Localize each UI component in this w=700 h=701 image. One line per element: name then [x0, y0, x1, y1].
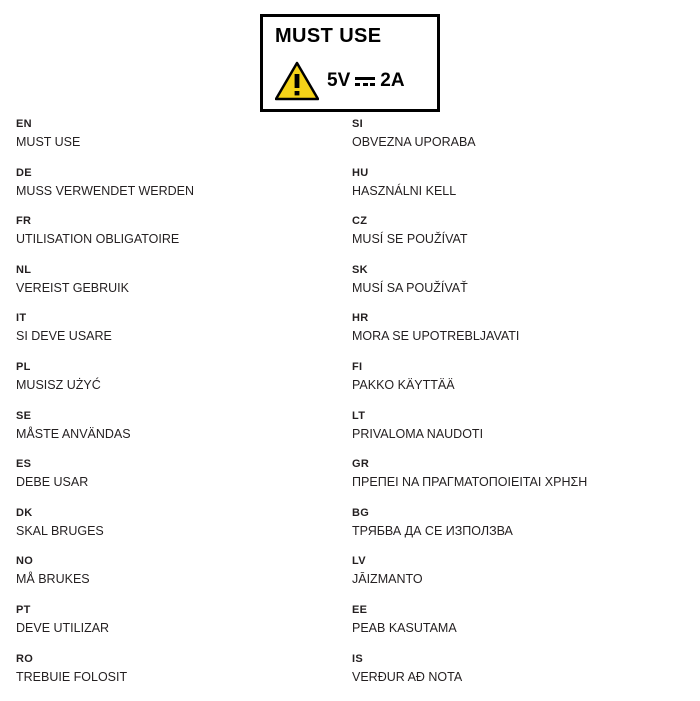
language-text: MUST USE: [16, 135, 81, 149]
list-item: [16, 653, 346, 701]
language-text: DEBE USAR: [16, 475, 89, 490]
list-item: [16, 555, 346, 604]
list-item: [16, 458, 346, 507]
warning-current: 2A: [380, 70, 405, 91]
list-item: [352, 507, 682, 556]
list-item: [352, 215, 682, 264]
warning-voltage: 5V: [327, 70, 351, 91]
language-text: VEREIST GEBRUIK: [16, 280, 129, 295]
language-text: PAKKO KÄYTTÄÄ: [352, 377, 455, 392]
language-text: MUSÍ SA POUŽÍVAŤ: [352, 280, 468, 295]
language-code: NL: [16, 263, 32, 276]
list-item: [16, 604, 346, 653]
dc-current-symbol-icon: [355, 74, 375, 88]
list-item: [352, 410, 682, 459]
language-text: OBVEZNA UPORABA: [352, 135, 476, 149]
list-item: [16, 215, 346, 264]
language-code: EE: [352, 603, 368, 616]
language-code: ES: [16, 458, 32, 471]
language-code: PT: [16, 603, 31, 616]
language-code: SK: [352, 263, 368, 276]
language-code: IT: [16, 312, 27, 325]
list-item: [16, 312, 346, 361]
language-code: LT: [352, 409, 366, 422]
language-code: SI: [352, 118, 363, 130]
language-text: JĀIZMANTO: [352, 572, 423, 587]
language-code: CZ: [352, 215, 368, 228]
warning-rating-row: [275, 61, 405, 101]
language-text: MÅ BRUKES: [16, 572, 90, 587]
language-code: DE: [16, 166, 32, 179]
language-text: ΠΡΕΠΕΙ ΝΑ ΠΡΑΓΜΑΤΟΠΟΙΕΙΤΑΙ ΧΡΗΣΗ: [352, 475, 588, 490]
list-item: [352, 312, 682, 361]
language-code: DK: [16, 506, 33, 519]
list-item: [352, 118, 682, 167]
language-text: VERÐUR AÐ NOTA: [352, 669, 463, 684]
language-code: FI: [352, 360, 363, 373]
language-text: MÅSTE ANVÄNDAS: [16, 426, 131, 441]
list-item: [16, 118, 346, 167]
language-text: MUSÍ SE POUŽÍVAT: [352, 232, 468, 247]
list-item: [352, 361, 682, 410]
language-code: GR: [352, 458, 370, 471]
list-item: [16, 507, 346, 556]
language-code: IS: [352, 652, 363, 665]
list-item: [16, 410, 346, 459]
list-item: [352, 604, 682, 653]
language-text: PEAB KASUTAMA: [352, 620, 457, 635]
language-text: MORA SE UPOTREBLJAVATI: [352, 329, 520, 344]
language-text: UTILISATION OBLIGATOIRE: [16, 232, 180, 247]
must-use-warning-box: [260, 14, 440, 112]
warning-rating: [327, 70, 405, 92]
translations-column-left: [16, 118, 346, 701]
translations-column-right: [352, 118, 682, 701]
language-code: FR: [16, 215, 32, 228]
list-item: [352, 458, 682, 507]
language-code: BG: [352, 506, 370, 519]
list-item: [16, 264, 346, 313]
language-text: ТРЯБВА ДА СЕ ИЗПОЛЗВА: [352, 523, 513, 538]
warning-triangle-icon: [275, 61, 319, 101]
list-item: [16, 361, 346, 410]
language-code: NO: [16, 555, 34, 568]
language-code: SE: [16, 409, 32, 422]
language-code: RO: [16, 652, 34, 665]
language-text: PRIVALOMA NAUDOTI: [352, 426, 484, 441]
language-code: PL: [16, 360, 31, 373]
language-code: HR: [352, 312, 369, 325]
language-text: MUSS VERWENDET WERDEN: [16, 183, 195, 198]
language-text: TREBUIE FOLOSIT: [16, 669, 128, 684]
language-code: LV: [352, 555, 366, 568]
language-text: SKAL BRUGES: [16, 523, 104, 538]
language-text: HASZNÁLNI KELL: [352, 183, 457, 198]
list-item: [352, 167, 682, 216]
language-text: SI DEVE USARE: [16, 329, 112, 344]
language-code: HU: [352, 166, 369, 179]
language-text: MUSISZ UŻYĆ: [16, 377, 101, 392]
warning-title: MUST USE: [275, 25, 382, 47]
list-item: [352, 264, 682, 313]
language-code: EN: [16, 118, 32, 130]
list-item: [16, 167, 346, 216]
list-item: [352, 653, 682, 701]
language-text: DEVE UTILIZAR: [16, 620, 110, 635]
list-item: [352, 555, 682, 604]
